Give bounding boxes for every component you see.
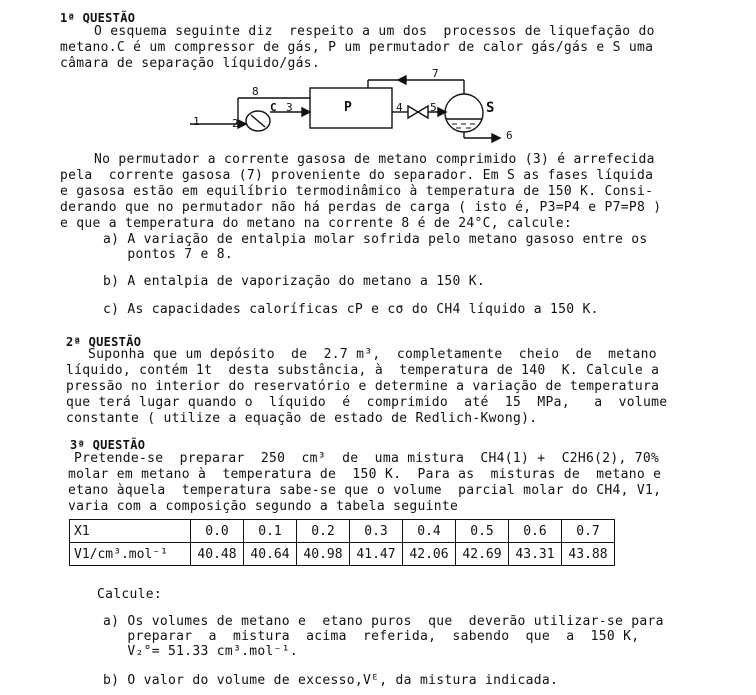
q2-line-3: pressão no interior do reservatório e determine a variação de temperatura <box>66 379 660 394</box>
table-cell: 0.5 <box>456 520 509 543</box>
stream-6-label: 6 <box>506 129 513 142</box>
q3-item-a-1: a) Os volumes de metano e etano puros que deverão utilizar-se para <box>103 614 664 629</box>
q3-line-2: molar em metano à temperatura de 150 K. Para as misturas de metano e <box>68 467 662 482</box>
q2-line-4: que terá lugar quando o líquido é comprimido até 15 MPa, a volume <box>66 395 668 410</box>
table-cell: 40.98 <box>297 543 350 566</box>
table-cell: 42.06 <box>403 543 456 566</box>
table-cell: 41.47 <box>350 543 403 566</box>
q2-line-1: Suponha que um depósito de 2.7 m³, completamente cheio de metano <box>88 347 657 362</box>
q1-body-line-2: pela corrente gasosa (7) proveniente do separador. Em S as fases líquida <box>60 168 654 183</box>
table-cell: 0.1 <box>244 520 297 543</box>
q1-item-c: c) As capacidades caloríficas cP e cσ do CH4 líquido a 150 K. <box>103 302 599 317</box>
table-cell-v1-label: V1/cm³.mol⁻¹ <box>70 543 191 566</box>
table-cell: 43.88 <box>562 543 615 566</box>
stream-5-label: 5 <box>430 101 437 114</box>
q1-intro-line-1: O esquema seguinte diz respeito a um dos processos de liquefação do <box>94 24 655 39</box>
table-row <box>70 520 615 543</box>
table-row <box>70 543 615 566</box>
q1-body-line-4: derando que no permutador não há perdas de carga ( isto é, P3=P4 e P7=P8 ) <box>60 200 662 215</box>
table-cell: 40.48 <box>191 543 244 566</box>
table-cell-x1-label: X1 <box>70 520 191 543</box>
q1-heading: 1ª QUESTÃO <box>60 11 136 25</box>
q3-calcule: Calcule: <box>97 587 163 602</box>
separator-label: S <box>486 100 495 116</box>
q3-item-a-3: V₂°= 51.33 cm³.mol⁻¹. <box>103 644 299 659</box>
q2-line-5: constante ( utilize a equação de estado de Redlich-Kwong). <box>66 411 538 426</box>
q3-heading: 3ª QUESTÃO <box>70 438 146 452</box>
q1-body-line-5: e que a temperatura do metano na corrente 8 é de 24°C, calcule: <box>60 216 572 231</box>
table-cell: 0.3 <box>350 520 403 543</box>
stream-2-label: 2 <box>232 117 239 130</box>
composition-table <box>69 519 615 566</box>
q1-body-line-1: No permutador a corrente gasosa de metano comprimido (3) é arrefecida <box>94 152 655 167</box>
stream-1-label: 1 <box>193 115 200 128</box>
stream-3-label: 3 <box>286 101 293 114</box>
table-cell: 0.0 <box>191 520 244 543</box>
q3-line-1: Pretende-se preparar 250 cm³ de uma mistura CH4(1) + C2H6(2), 70% <box>74 451 660 466</box>
compressor-label: C <box>270 101 277 114</box>
q1-item-b: b) A entalpia de vaporização do metano a 150 K. <box>103 274 485 289</box>
q2-heading: 2ª QUESTÃO <box>66 335 142 349</box>
q1-body-line-3: e gasosa estão em equilíbrio termodinâmico à temperatura de 150 K. Consi- <box>60 184 654 199</box>
stream-8-label: 8 <box>252 85 259 98</box>
q1-item-a-1: a) A variação de entalpia molar sofrida pelo metano gasoso entre os <box>103 232 648 247</box>
table-cell: 0.2 <box>297 520 350 543</box>
table-cell: 0.7 <box>562 520 615 543</box>
q3-line-4: varia com a composição segundo a tabela seguinte <box>68 499 459 514</box>
q1-intro-line-2: metano.C é um compressor de gás, P um permutador de calor gás/gás e S uma <box>60 40 654 55</box>
table-cell: 43.31 <box>509 543 562 566</box>
exchanger-label: P <box>344 100 353 115</box>
table-cell: 40.64 <box>244 543 297 566</box>
stream-4-label: 4 <box>396 101 403 114</box>
stream-7-label: 7 <box>432 67 439 80</box>
table-cell: 0.6 <box>509 520 562 543</box>
q3-item-a-2: preparar a mistura acima referida, sabendo que a 150 K, <box>103 629 640 644</box>
q2-line-2: líquido, contém 1t desta substância, à temperatura de 140 K. Calcule a <box>66 363 660 378</box>
table-cell: 0.4 <box>403 520 456 543</box>
table-cell: 42.69 <box>456 543 509 566</box>
q1-item-a-2: pontos 7 e 8. <box>103 247 234 262</box>
q3-item-b: b) O valor do volume de excesso,Vᴱ, da mistura indicada. <box>103 673 559 688</box>
q1-intro-line-3: câmara de separação líquido/gás. <box>60 56 321 71</box>
q3-line-3: etano àquela temperatura sabe-se que o volume parcial molar do CH4, V1, <box>68 483 662 498</box>
